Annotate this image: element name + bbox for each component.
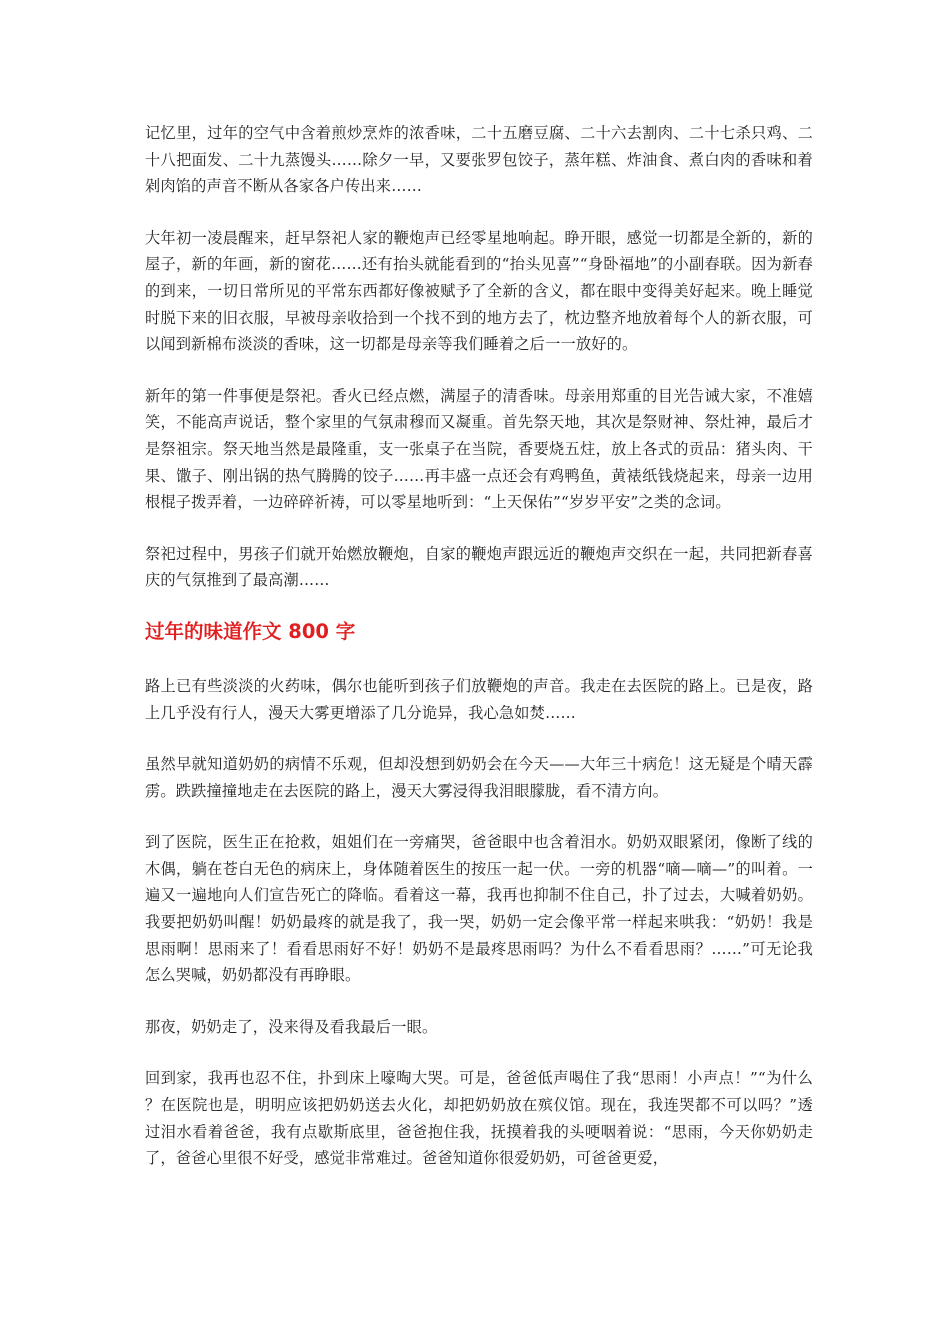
paragraph-grandma-critical: 虽然早就知道奶奶的病情不乐观，但却没想到奶奶会在今天——大年三十病危！这无疑是个晴天霹雳。跌跌撞撞地走在去医院的路上，漫天大雾浸得我泪眼朦胧，看不清方向。 [145,755,813,800]
paragraph-road-to-hospital: 路上已有些淡淡的火药味，偶尔也能听到孩子们放鞭炮的声音。我走在去医院的路上。已是夜，路上几乎没有行人，漫天大雾更增添了几分诡异，我心急如焚…… [145,676,813,722]
document-page [145,120,813,1197]
paragraph-new-year-morning: 大年初一凌晨醒来，赶早祭祀人家的鞭炮声已经零星地响起。睁开眼，感觉一切都是全新的，新的屋子，新的年画，新的窗花……还有抬头就能看到的“抬头见喜”“身卧福地”的小副春联。因为新春的到来，一切日常所见的平常东西都好像被赋予了全新的含义，都在眼中变得美好起来。晚上睡觉时脱下来的旧衣服，早被母亲收拾到一个找不到的地方去了，枕边整齐地放着每个人的新衣服，可以闻到新棉布淡淡的香味，这一切都是母亲等我们睡着之后一一放好的。 [145,228,813,354]
paragraph-back-home: 回到家，我再也忍不住，扑到床上嚎啕大哭。可是，爸爸低声喝住了我“思雨！小声点！”“为什么？在医院也是，明明应该把奶奶送去火化，却把奶奶放在殡仪馆。现在，我连哭都不可以吗？”透过泪水看着爸爸，我有点歇斯底里，爸爸抱住我，抚摸着我的头哽咽着说：“思雨，今天你奶奶走了，爸爸心里很不好受，感觉非常难过。爸爸知道你很爱奶奶，可爸爸更爱， [145,1069,813,1168]
paragraph-at-hospital: 到了医院，医生正在抢救，姐姐们在一旁痛哭，爸爸眼中也含着泪水。奶奶双眼紧闭，像断了线的木偶，躺在苍白无色的病床上，身体随着医生的按压一起一伏。一旁的机器“嘀—嘀—”的叫着。一遍又一遍地向人们宣告死亡的降临。看着这一幕，我再也抑制不住自己，扑了过去，大喊着奶奶。我要把奶奶叫醒！奶奶最疼的就是我了，我一哭，奶奶一定会像平常一样起来哄我：“奶奶！我是思雨啊！思雨来了！看看思雨好不好！奶奶不是最疼思雨吗？为什么不看看思雨？……”可无论我怎么哭喊，奶奶都没有再睁眼。 [145,833,813,985]
paragraph-grandma-passed: 那夜，奶奶走了，没来得及看我最后一眼。 [145,1017,438,1036]
section-title: 过年的味道作文 800 字 [145,619,356,643]
paragraph-firecrackers: 祭祀过程中，男孩子们就开始燃放鞭炮，自家的鞭炮声跟远近的鞭炮声交织在一起，共同把新春喜庆的气氛推到了最高潮…… [145,544,813,590]
paragraph-ancestor-worship: 新年的第一件事便是祭祀。香火已经点燃，满屋子的清香味。母亲用郑重的目光告诫大家，不准嬉笑，不能高声说话，整个家里的气氛肃穆而又凝重。首先祭天地，其次是祭财神、祭灶神，最后才是祭祖宗。祭天地当然是最隆重，支一张桌子在当院，香要烧五炷，放上各式的贡品：猪头肉、干果、馓子、刚出锅的热气腾腾的饺子……再丰盛一点还会有鸡鸭鱼，黄裱纸钱烧起来，母亲一边用根棍子拨弄着，一边碎碎祈祷，可以零星地听到：“上天保佑”“岁岁平安”之类的念词。 [145,386,813,512]
paragraph-new-year-smells: 记忆里，过年的空气中含着煎炒烹炸的浓香味，二十五磨豆腐、二十六去割肉、二十七杀只鸡、二十八把面发、二十九蒸馒头……除夕一早，又要张罗包饺子，蒸年糕、炸油食、煮白肉的香味和着剁肉馅的声音不断从各家各户传出来…… [145,124,813,196]
